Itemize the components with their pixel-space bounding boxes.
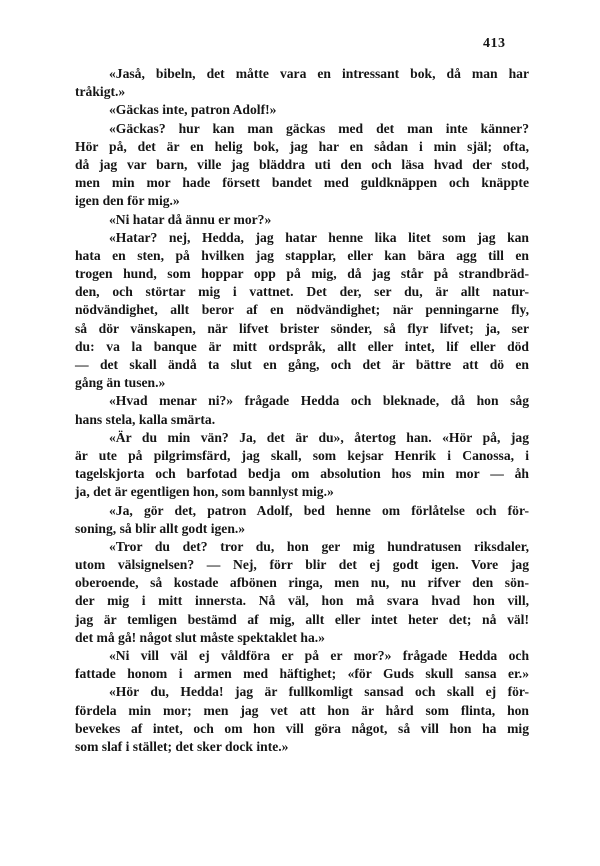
text-line: men min mor hade försett bandet med guldknäppen och knäppte [75,175,529,191]
text-line: trogen hund, som hoppar opp på mig, då jag står på strandbräd- [75,266,529,282]
text-line: nödvändighet, allt beror af en nödvändighet; när penningarne fly, [75,302,529,318]
text-line: «Ni vill väl ej våldföra er på er mor?» frågade Hedda och [109,648,529,663]
text-line: «Jaså, bibeln, det måtte vara en intressant bok, då man har [109,66,529,81]
text-line: «Tror du det? tror du, hon ger mig hundratusen riksdaler, [109,538,529,554]
text-line: utom välsignelsen? — Nej, förr blir det ej godt igen. Vore jag [75,557,529,573]
text-line: jag är temligen bestämd af mig, allt eller intet heter det; nå väl! [75,611,529,627]
text-line: tagelskjorta och barfotad bedja om absolution hos min mor — åh [75,466,529,482]
text-line: igen den för mig.» [75,193,180,209]
text-line: den, och störtar mig i vattnet. Det der, ser du, är allt natur- [75,284,529,300]
text-line: som slaf i stället; det sker dock inte.» [75,738,289,754]
text-line: «Gäckas? hur kan man gäckas med det man inte känner? [109,120,529,136]
text-line: hans stela, kalla smärta. [75,411,216,427]
text-line: «Är du min vän? Ja, det är du», återtog han. «Hör på, jag [109,429,529,445]
text-line: «Ni hatar då ännu er mor?» [109,211,272,227]
text-line: ja, det är egentligen hon, som bannlyst mig.» [75,484,334,500]
text-line: — det skall ändå ta slut en gång, och det är bättre att dö en [75,357,529,372]
text-line: «Gäckas inte, patron Adolf!» [109,102,277,118]
text-line: «Ja, gör det, patron Adolf, bed henne om förlåtelse och för- [109,502,529,518]
text-line: är ute på pilgrimsfärd, jag skall, som kejsar Henrik i Canossa, i [75,447,529,463]
text-line: det må gå! något slut måste spektaklet ha.» [75,629,325,645]
text-line: der mig i mitt innersta. Nå väl, hon må svara hvad hon vill, [75,593,529,609]
text-line: soning, så blir allt godt igen.» [75,520,246,536]
text-line: «Hatar? nej, Hedda, jag hatar henne lika litet som jag kan [109,229,529,245]
text-line: gång än tusen.» [75,375,166,391]
text-line: fördela min mor; men jag vet att hon är hård som flinta, hon [75,702,529,718]
text-line: hata en sten, på hvilken jag stapplar, eller kan bära agg till en [75,247,529,263]
text-line: «Hvad menar ni?» frågade Hedda och bleknade, då hon såg [109,393,529,409]
text-line: Hör på, det är en helig bok, jag har en sådan i min själ; ofta, [75,138,529,154]
text-line: du: va la banque är mitt ordspråk, allt eller intet, lif eller död [75,338,529,354]
text-line: oberoende, så kostade afbönen ringa, men nu, nu rifver den sön- [75,575,529,591]
text-line: då jag var barn, ville jag bläddra uti den och läsa hvad der stod, [75,156,529,172]
text-line: bevekes af intet, och om hon vill göra något, så vill hon ha mig [75,720,529,736]
text-line: så dör vänskapen, när lifvet brister sönder, så flyr lifvet; ja, ser [75,320,529,336]
page-number: 413 [483,36,506,51]
text-line: «Hör du, Hedda! jag är fullkomligt sansad och skall ej för- [109,684,529,700]
body-text [75,65,529,756]
text-line: fattade honom i armen med häftighet; «för Guds skull sansa er.» [75,666,529,682]
text-line: tråkigt.» [75,84,126,100]
